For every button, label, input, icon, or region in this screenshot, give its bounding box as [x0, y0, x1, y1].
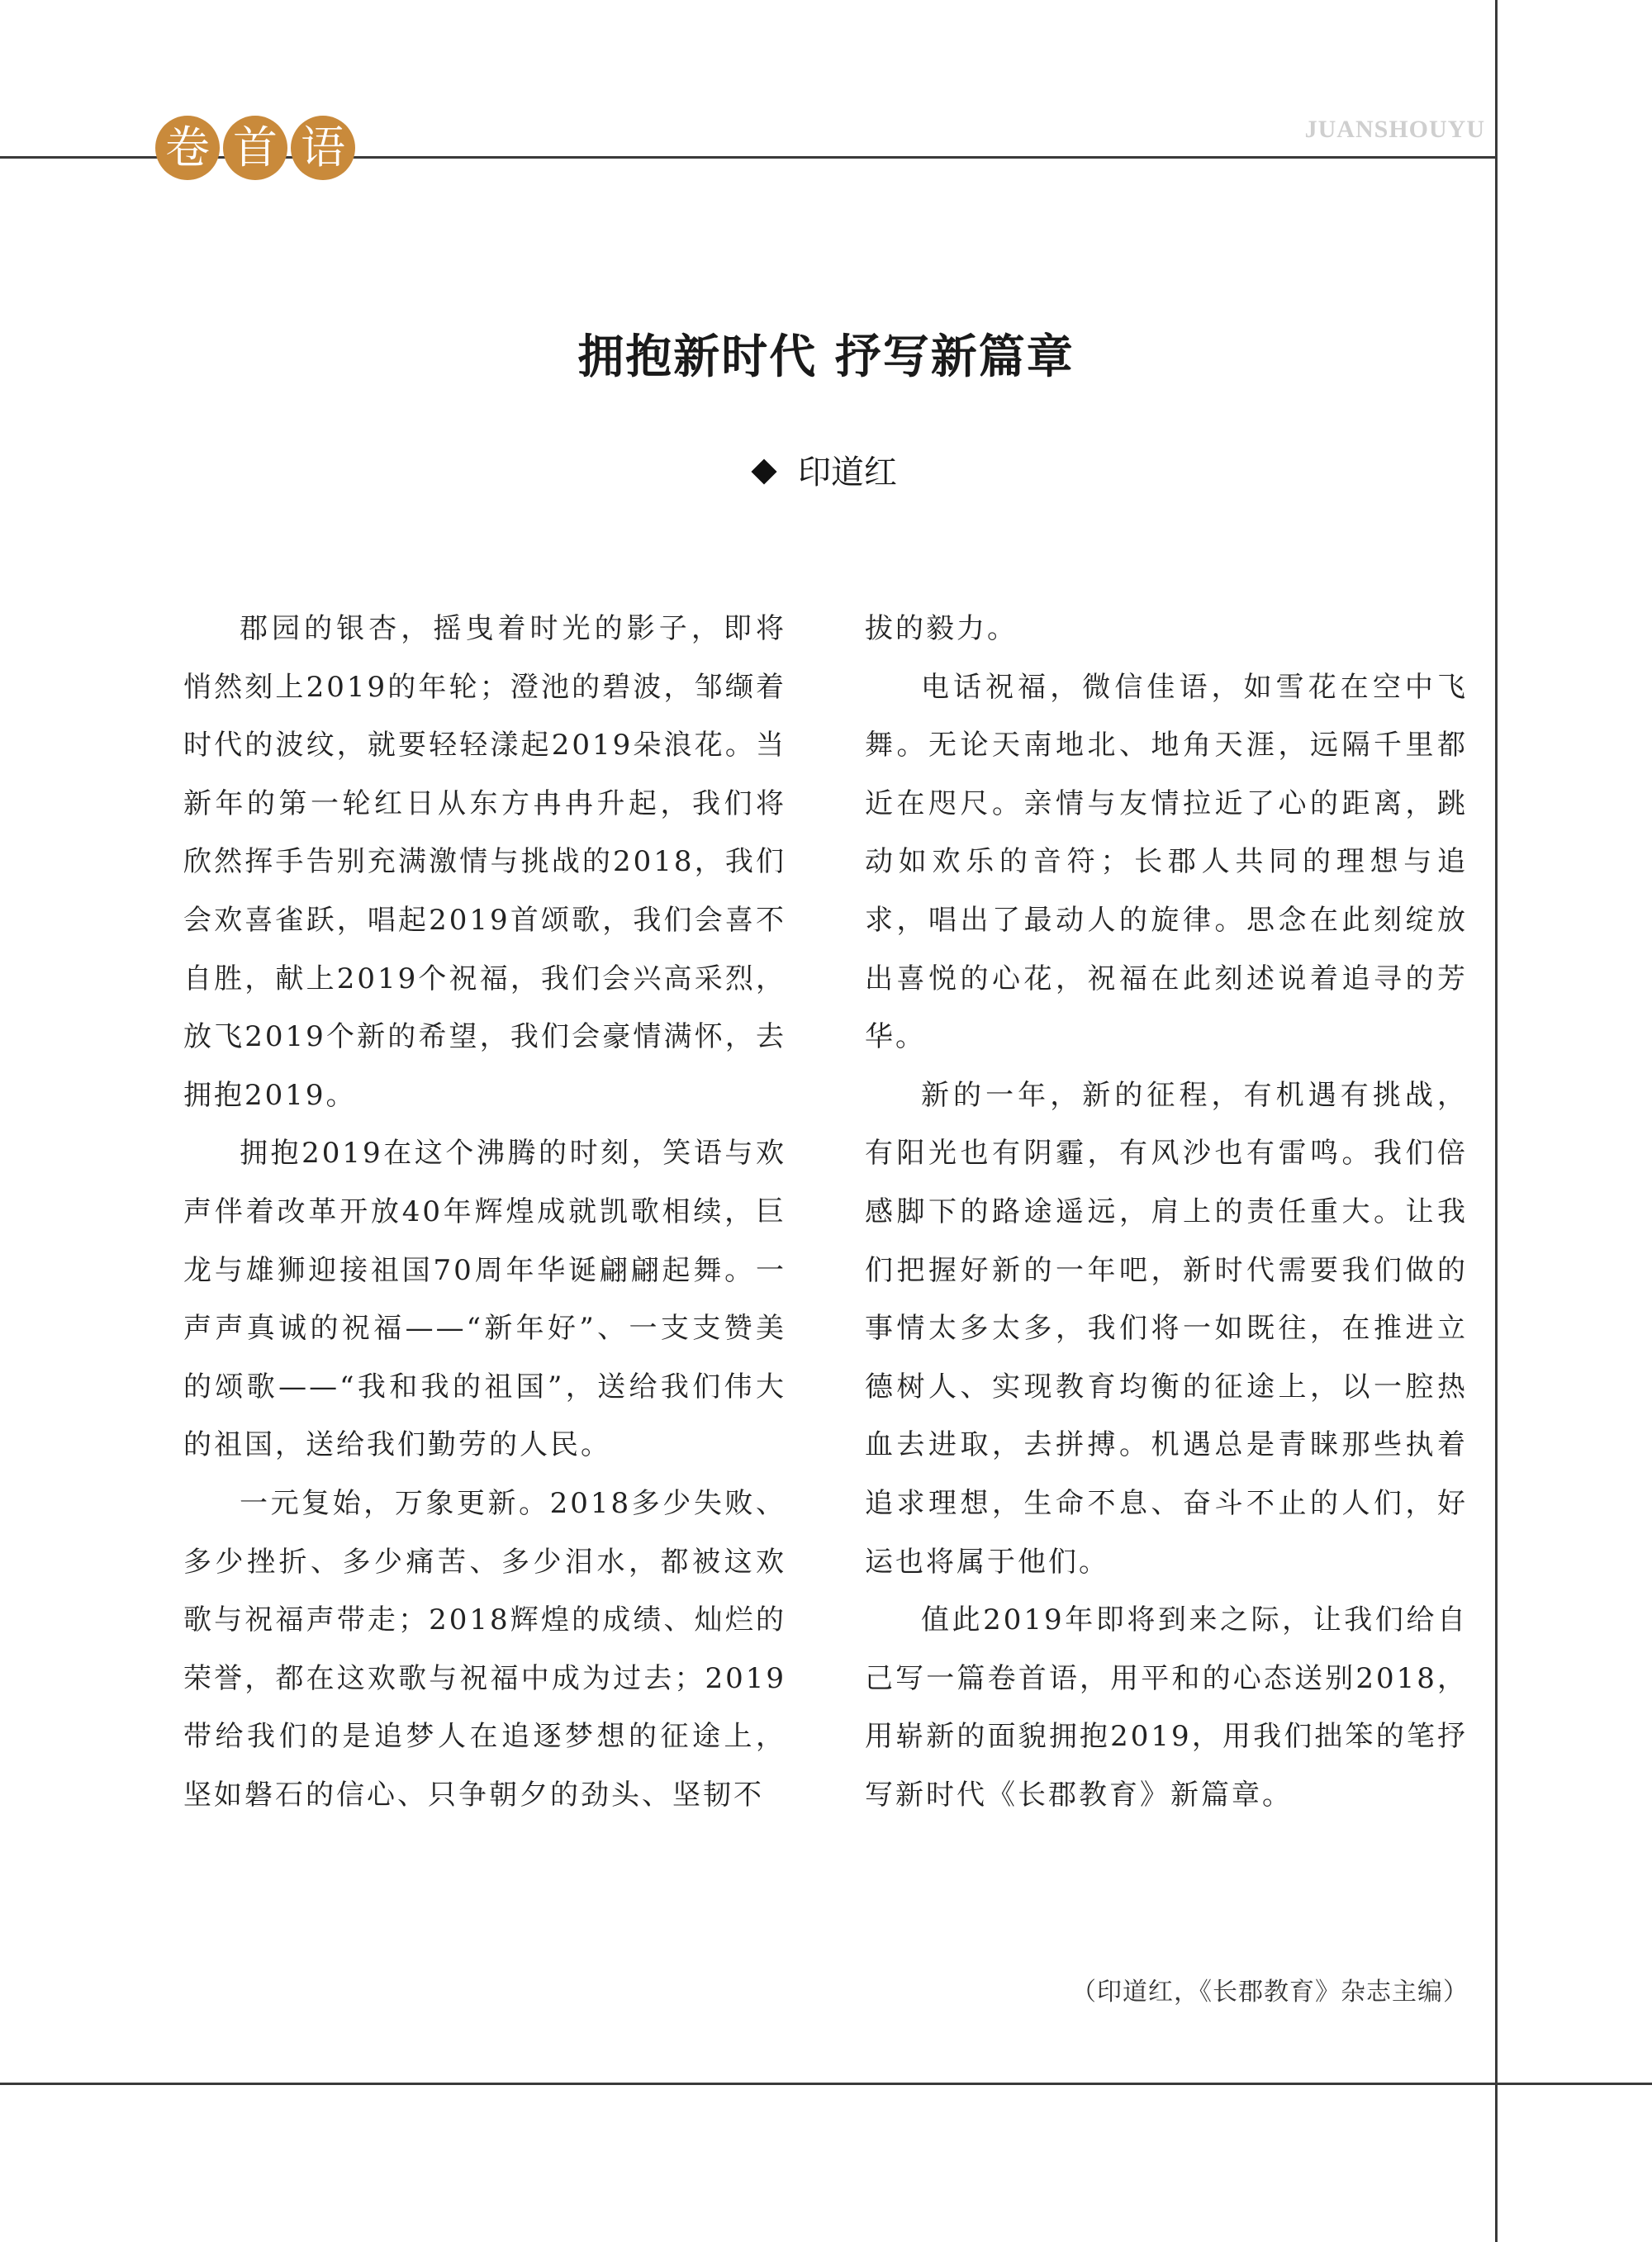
body-paragraph: 一元复始，万象更新。2018多少失败、多少挫折、多少痛苦、多少泪水，都被这欢歌与祝福声带走；2018辉煌的成绩、灿烂的荣誉，都在这欢歌与祝福中成为过去；2019带给我们的是追梦人在追逐梦想的征途上，坚如磐石的信心、只争朝夕的劲头、坚韧不 — [183, 1486, 786, 1812]
body-paragraph: 新的一年，新的征程，有机遇有挑战，有阳光也有阴霾，有风沙也有雷鸣。我们倍感脚下的路途遥远，肩上的责任重大。让我们把握好新的一年吧，新时代需要我们做的事情太多太多，我们将一如既往，在推进立德树人、实现教育均衡的征途上，以一腔热血去进取，去拼搏。机遇总是青睐那些执着追求理想，生命不息、奋斗不止的人们，好运也将属于他们。 — [865, 1078, 1468, 1579]
body-paragraph: 拥抱2019在这个沸腾的时刻，笑语与欢声伴着改革开放40年辉煌成就凯歌相续，巨龙与雄狮迎接祖国70周年华诞翩翩起舞。一声声真诚的祝福——“新年好”、一支支赞美的颂歌——“我和我的祖国”，送给我们伟大的祖国，送给我们勤劳的人民。 — [183, 1137, 786, 1462]
body-paragraph: 电话祝福，微信佳语，如雪花在空中飞舞。无论天南地北、地角天涯，远隔千里都近在咫尺。亲情与友情拉近了心的距离，跳动如欢乐的音符；长郡人共同的理想与追求，唱出了最动人的旋律。思念在此刻绽放出喜悦的心花，祝福在此刻述说着追寻的芳华。 — [865, 670, 1468, 1054]
body-paragraph: 郡园的银杏，摇曳着时光的影子，即将悄然刻上2019的年轮；澄池的碧波，邹缬着时代的波纹，就要轻轻漾起2019朵浪花。当新年的第一轮红日从东方冉冉升起，我们将欣然挥手告别充满激情与挑战的2018，我们会欢喜雀跃，唱起2019首颂歌，我们会喜不自胜，献上2019个祝福，我们会兴高采烈，放飞2019个新的希望，我们会豪情满怀，去拥抱2019。 — [183, 612, 786, 1112]
author-name: 印道红 — [798, 454, 897, 492]
byline — [0, 446, 1652, 493]
section-badge: 语 — [291, 116, 355, 180]
section-name-english: JUANSHOUYU — [1304, 116, 1485, 143]
body-paragraph-continued: 拔的毅力。 — [865, 612, 1018, 645]
footer-rule — [0, 2083, 1652, 2085]
author-footnote: （印道红，《长郡教育》杂志主编） — [1071, 1978, 1469, 2007]
body-column-right — [865, 600, 1468, 1824]
article-title: 拥抱新时代 抒写新篇章 — [577, 330, 1075, 384]
section-badge-group — [155, 116, 355, 180]
body-column-left — [183, 600, 786, 1824]
body-paragraph: 值此2019年即将到来之际，让我们给自己写一篇卷首语，用平和的心态送别2018，用崭新的面貌拥抱2019，用我们拙笨的笔抒写新时代《长郡教育》新篇章。 — [865, 1603, 1468, 1812]
section-badge: 首 — [223, 116, 287, 180]
section-badge: 卷 — [155, 116, 220, 180]
diamond-bullet-icon — [751, 458, 776, 484]
